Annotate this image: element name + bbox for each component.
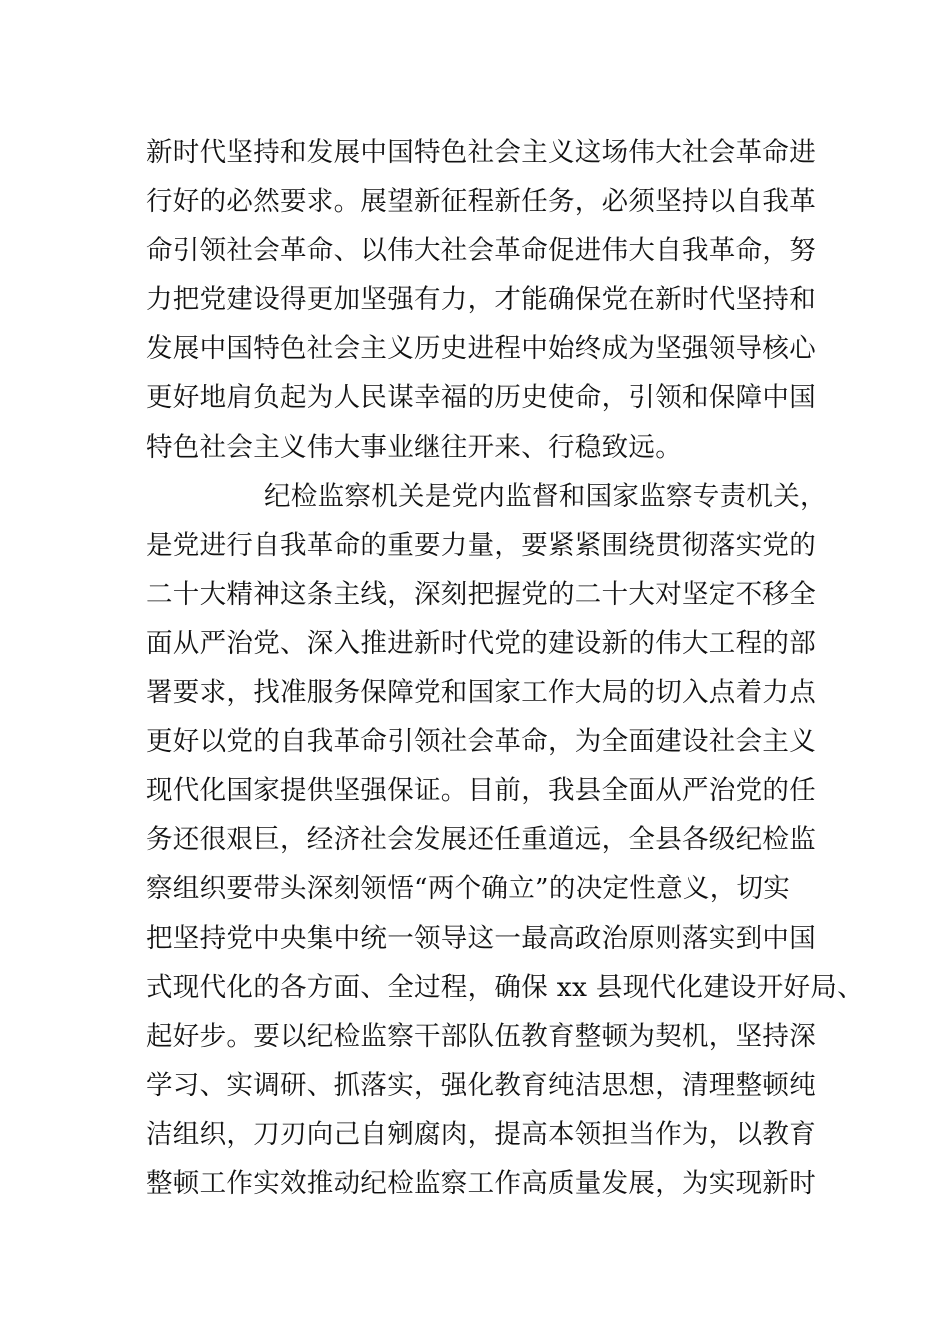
- text-line: 洁组织，刀刃向己自剜腐肉，提高本领担当作为，以教育: [146, 1118, 816, 1150]
- text-line: 现代化国家提供坚强保证。目前，我县全面从严治党的任: [146, 775, 816, 807]
- text-line: 署要求，找准服务保障党和国家工作大局的切入点着力点: [146, 677, 816, 709]
- text-line: 起好步。要以纪检监察干部队伍教育整顿为契机，坚持深: [146, 1020, 816, 1052]
- text-line: 察组织要带头深刻领悟“两个确立”的决定性意义，切实: [146, 873, 791, 905]
- text-line: 式现代化的各方面、全过程，确保 xx 县现代化建设开好局、: [146, 971, 864, 1003]
- text-line: 更好以党的自我革命引领社会革命，为全面建设社会主义: [146, 726, 816, 758]
- text-line: 整顿工作实效推动纪检监察工作高质量发展，为实现新时: [146, 1167, 816, 1199]
- text-line: 新时代坚持和发展中国特色社会主义这场伟大社会革命进: [146, 137, 816, 168]
- text-line: 是党进行自我革命的重要力量，要紧紧围绕贯彻落实党的: [146, 529, 816, 561]
- text-line: 学习、实调研、抓落实，强化教育纯洁思想，清理整顿纯: [146, 1069, 816, 1101]
- text-line: 特色社会主义伟大事业继往开来、行稳致远。: [146, 431, 682, 463]
- text-line: 把坚持党中央集中统一领导这一最高政治原则落实到中国: [146, 922, 816, 954]
- paragraph-first-line: 纪检监察机关是党内监督和国家监察专责机关，: [264, 480, 827, 512]
- text-line: 面从严治党、深入推进新时代党的建设新的伟大工程的部: [146, 627, 816, 659]
- text-line: 更好地肩负起为人民谋幸福的历史使命，引领和保障中国: [146, 382, 816, 414]
- text-line: 二十大精神这条主线，深刻把握党的二十大对坚定不移全: [146, 578, 816, 610]
- text-line: 力把党建设得更加坚强有力，才能确保党在新时代坚持和: [146, 284, 816, 316]
- text-line: 命引领社会革命、以伟大社会革命促进伟大自我革命，努: [146, 235, 816, 267]
- text-line: 发展中国特色社会主义历史进程中始终成为坚强领导核心: [146, 333, 816, 365]
- text-line: 行好的必然要求。展望新征程新任务，必须坚持以自我革: [146, 186, 816, 218]
- text-line: 务还很艰巨，经济社会发展还任重道远，全县各级纪检监: [146, 824, 816, 856]
- body-text: [146, 128, 864, 1208]
